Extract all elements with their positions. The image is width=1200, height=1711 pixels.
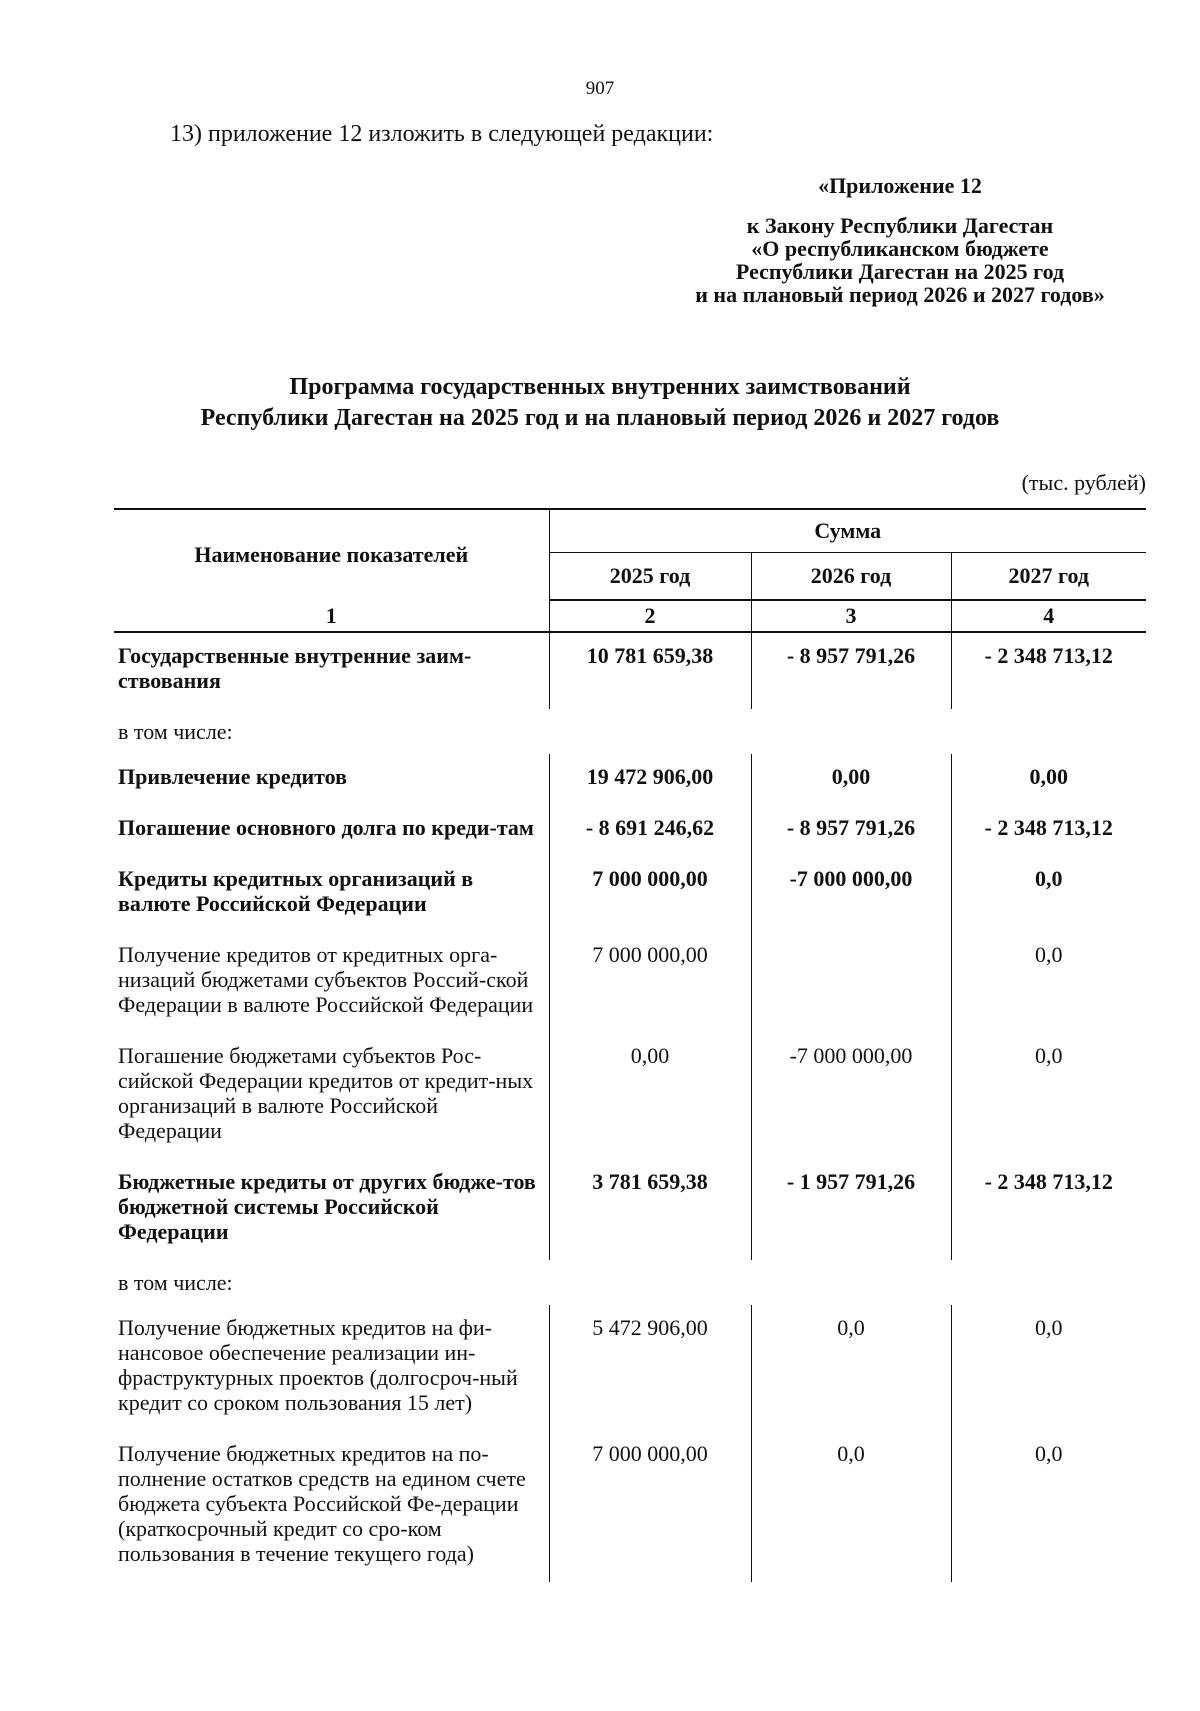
- value-2025: 10 781 659,38: [549, 632, 751, 709]
- including-label: в том числе:: [118, 1270, 233, 1295]
- units-label: (тыс. рублей): [1021, 470, 1146, 495]
- value-2027: 0,0: [951, 856, 1146, 932]
- table-row: [114, 805, 1146, 856]
- value-2026: - 1 957 791,26: [751, 1159, 951, 1260]
- value-2025: 7 000 000,00: [549, 1431, 751, 1582]
- value-2026: -7 000 000,00: [751, 856, 951, 932]
- table-row: [114, 1305, 1146, 1431]
- value-2027: 0,0: [951, 1033, 1146, 1159]
- appendix-line: «О республиканском бюджете: [751, 235, 1049, 261]
- appendix-line: Республики Дагестан на 2025 год: [735, 258, 1065, 284]
- appendix-heading: [550, 175, 1200, 306]
- page-number: 907: [585, 78, 615, 99]
- document-title-line: Республики Дагестан на 2025 год и на плановый период 2026 и 2027 годов: [200, 405, 1000, 432]
- row-name: Бюджетные кредиты от других бюдже-тов бюджетной системы Российской Федерации: [118, 1169, 536, 1244]
- table-row: [114, 932, 1146, 1033]
- value-2026: 0,00: [751, 754, 951, 805]
- value-2027: 0,0: [951, 1305, 1146, 1431]
- value-2027: - 2 348 713,12: [951, 632, 1146, 709]
- value-2025: 3 781 659,38: [549, 1159, 751, 1260]
- value-2025: 19 472 906,00: [549, 754, 751, 805]
- value-2025: 0,00: [549, 1033, 751, 1159]
- table-row: [114, 1159, 1146, 1260]
- table-row: [114, 856, 1146, 932]
- row-name: Погашение основного долга по креди-там: [118, 815, 534, 840]
- document-title-line: Программа государственных внутренних заимствований: [289, 374, 911, 400]
- row-name: Кредиты кредитных организаций в валюте Российской Федерации: [118, 866, 474, 916]
- header-name: Наименование показателей: [114, 509, 549, 600]
- header-year: 2027 год: [951, 553, 1146, 601]
- value-2026: - 8 957 791,26: [751, 805, 951, 856]
- row-name: Получение бюджетных кредитов на фи-нансовое обеспечение реализации ин-фраструктурных проектов (долгосроч-ный кредит со сроком пользования 15 лет): [118, 1315, 518, 1415]
- value-2026: 0,0: [751, 1431, 951, 1582]
- header-year: 2025 год: [549, 553, 751, 601]
- appendix-line: к Закону Республики Дагестан: [746, 212, 1054, 238]
- value-2025: 5 472 906,00: [549, 1305, 751, 1431]
- row-name: Получение бюджетных кредитов на по-полнение остатков средств на едином счете бюджета субъекта Российской Фе-дерации (краткосрочный кредит со сро-ком пользования в течение текущего года): [118, 1441, 526, 1566]
- table-row: [114, 632, 1146, 709]
- row-name: Государственные внутренние заим-ствования: [118, 643, 472, 693]
- row-name: Получение кредитов от кредитных орга-низаций бюджетами субъектов Россий-ской Федерации в валюте Российской Федерации: [118, 942, 534, 1017]
- value-2026: -7 000 000,00: [751, 1033, 951, 1159]
- appendix-line: и на плановый период 2026 и 2027 годов»: [695, 281, 1105, 307]
- value-2025: 7 000 000,00: [549, 932, 751, 1033]
- header-sum: Сумма: [549, 509, 1146, 553]
- value-2027: - 2 348 713,12: [951, 1159, 1146, 1260]
- amendment-line: 13) приложение 12 изложить в следующей редакции:: [170, 121, 714, 147]
- value-2025: - 8 691 246,62: [549, 805, 751, 856]
- value-2026: 0,0: [751, 1305, 951, 1431]
- row-name: Погашение бюджетами субъектов Рос-сийской Федерации кредитов от кредит-ных организаций в валюте Российской Федерации: [118, 1043, 534, 1143]
- table-row: [114, 754, 1146, 805]
- value-2025: 7 000 000,00: [549, 856, 751, 932]
- value-2026: - 8 957 791,26: [751, 632, 951, 709]
- value-2026: [751, 932, 951, 1033]
- column-number: 3: [751, 600, 951, 632]
- row-name: Привлечение кредитов: [118, 764, 348, 789]
- value-2027: - 2 348 713,12: [951, 805, 1146, 856]
- including-label: в том числе:: [118, 719, 233, 744]
- table-row: [114, 1431, 1146, 1582]
- column-number: 2: [549, 600, 751, 632]
- value-2027: 0,00: [951, 754, 1146, 805]
- document-title: [0, 372, 1200, 434]
- value-2027: 0,0: [951, 1431, 1146, 1582]
- column-number: 1: [114, 600, 549, 632]
- borrowing-table: [114, 508, 1146, 1582]
- value-2027: 0,0: [951, 932, 1146, 1033]
- header-year: 2026 год: [751, 553, 951, 601]
- column-number: 4: [951, 600, 1146, 632]
- table-row: [114, 1033, 1146, 1159]
- appendix-title: «Приложение 12: [818, 173, 982, 198]
